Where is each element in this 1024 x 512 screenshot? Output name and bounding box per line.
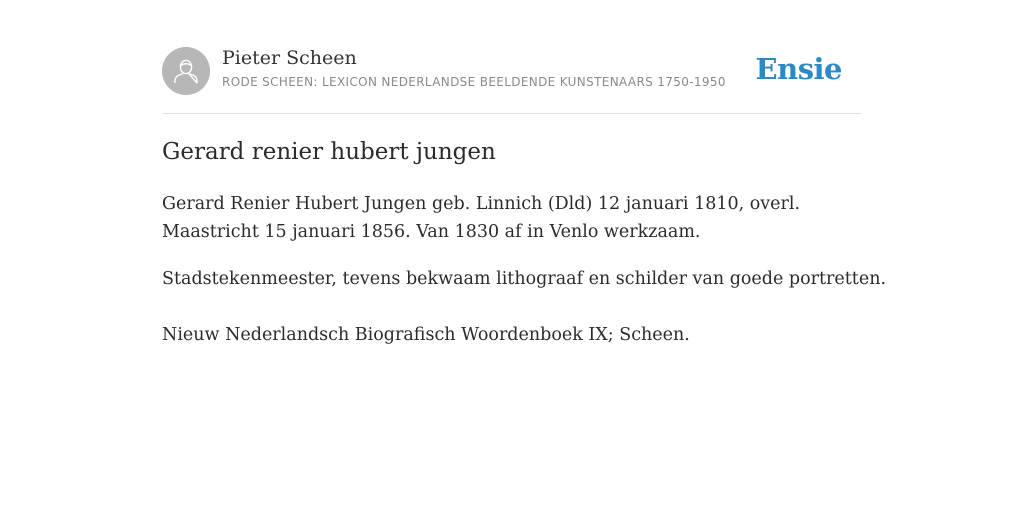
article-title: Gerard renier hubert jungen [162,139,496,165]
article-paragraph-bio: Gerard Renier Hubert Jungen geb. Linnich (Dld) 12 januari 1810, overl. Maastricht 15 januari 1856. Van 1830 af in Venlo werkzaam. [162,194,801,242]
article-paragraph-description: Stadstekenmeester, tevens bekwaam lithograaf en schilder van goede portretten. [162,269,887,289]
user-silhouette-icon [162,47,210,95]
article-paragraph-sources: Nieuw Nederlandsch Biografisch Woordenboek IX; Scheen. [162,325,690,345]
page [162,0,887,345]
header [162,0,862,114]
user-avatar-icon[interactable] [162,47,210,95]
author-name[interactable]: Pieter Scheen [222,47,357,69]
article-body [162,190,887,349]
source-title[interactable]: RODE SCHEEN: LEXICON NEDERLANDSE BEELDENDE KUNSTENAARS 1750-1950 [222,75,726,89]
ensie-logo[interactable]: Ensie [755,52,842,86]
